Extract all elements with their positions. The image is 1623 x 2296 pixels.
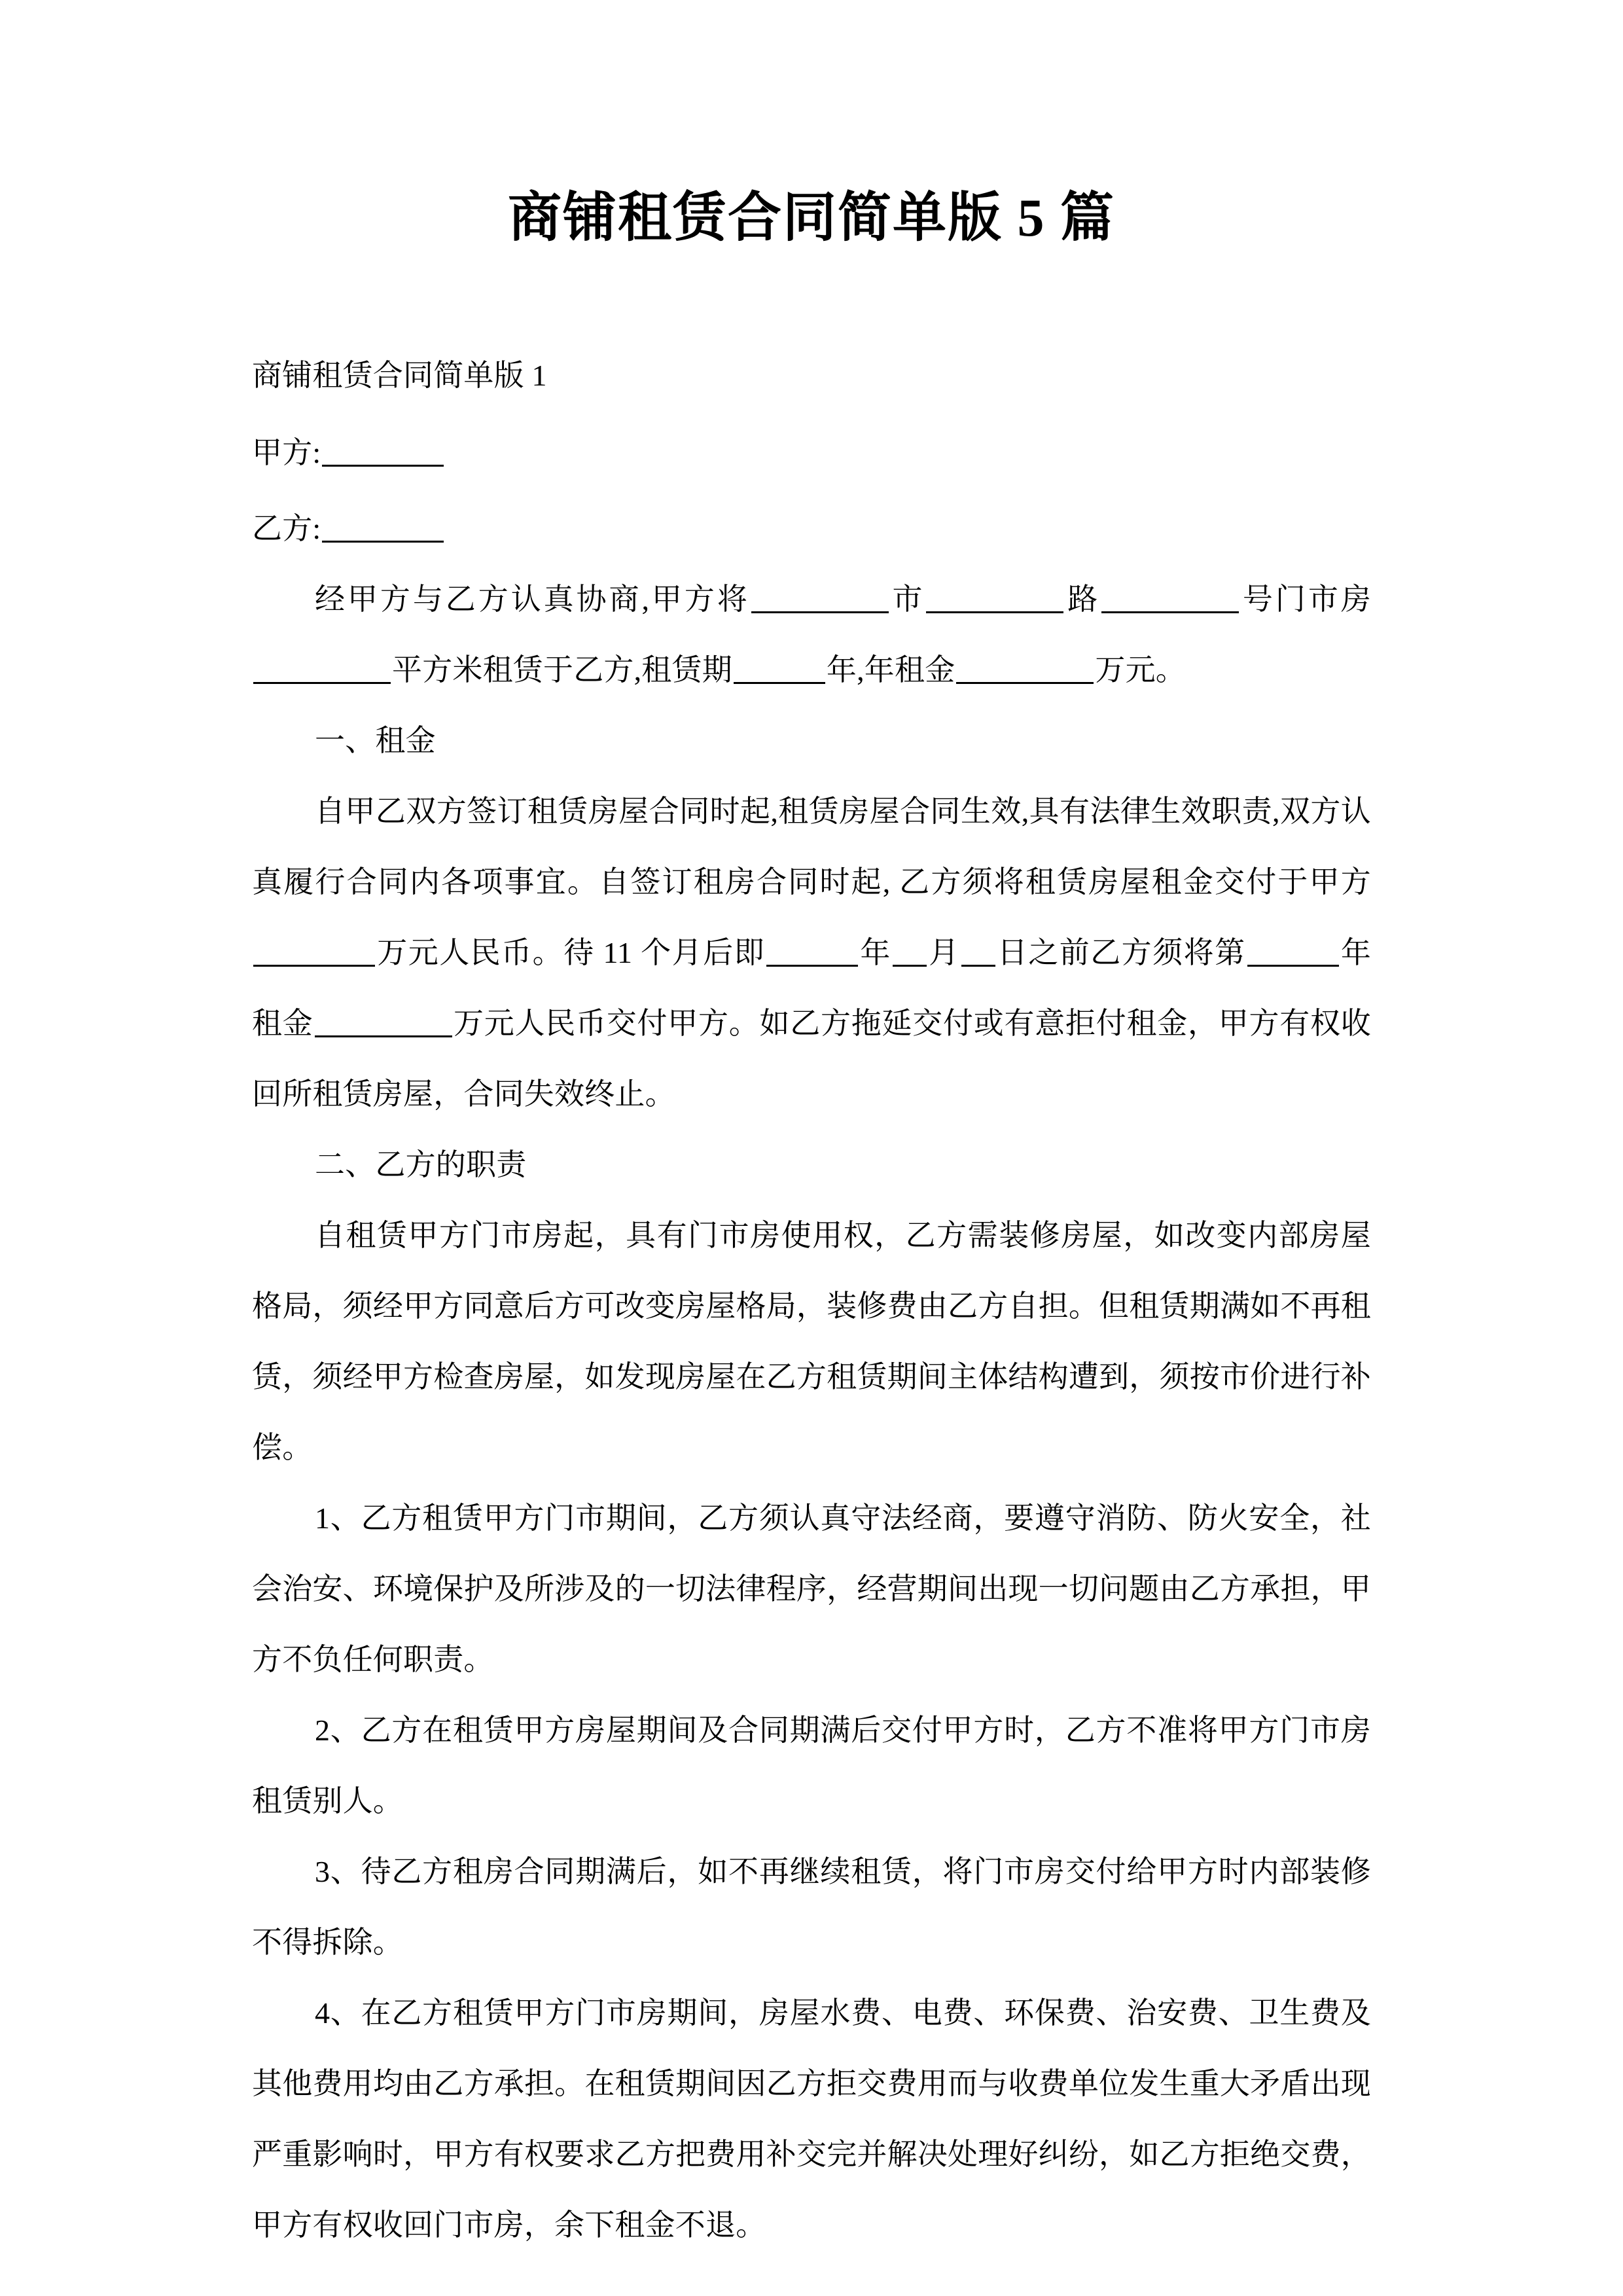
annual-rent-blank[interactable] (956, 653, 1094, 684)
section-one-heading: 一、租金 (315, 724, 436, 757)
party-b-label: 乙方: (252, 512, 321, 545)
intro-segment-4: 号门市房 (1240, 583, 1371, 616)
rent-segment-7: 万元人民币交付甲方。如乙方拖延交付或有意拒付租金，甲方有权收回所租赁房屋，合同失效终止。 (252, 1007, 1371, 1111)
section-two-heading: 二、乙方的职责 (315, 1148, 527, 1181)
number-blank[interactable] (1101, 583, 1239, 613)
party-a-line (252, 418, 1371, 488)
area-blank[interactable] (253, 653, 391, 684)
road-blank[interactable] (926, 583, 1063, 613)
intro-segment-6: 年,年租金 (826, 653, 955, 687)
section-two-item-4: 4、在乙方租赁甲方门市房期间，房屋水费、电费、环保费、治安费、卫生费及其他费用均由乙方承担。在租赁期间因乙方拒交费用而与收费单位发生重大矛盾出现严重影响时，甲方有权要求乙方把费用补交完并解决处理好纠纷，如乙方拒绝交费，甲方有权收回门市房，余下租金不退。 (252, 1996, 1371, 2242)
party-b-blank[interactable] (322, 512, 444, 543)
due-year-blank[interactable] (766, 936, 858, 967)
rent-segment-1: 自甲乙双方签订租赁房屋合同时起,租赁房屋合同生效,具有法律生效职责,双方认真履行合同内各项事宜。自签订租房合同时起, 乙方须将租赁房屋租金交付于甲方 (252, 795, 1371, 899)
intro-segment-1: 经甲方与乙方认真协商,甲方将 (315, 583, 750, 616)
rent-segment-6: 年租金 (252, 936, 1372, 1040)
rent-segment-2: 万元人民币。待 11 个月后即 (376, 936, 766, 969)
intro-segment-3: 路 (1065, 583, 1101, 616)
rent-segment-3: 年 (859, 936, 891, 969)
intro-segment-2: 市 (889, 583, 925, 616)
intro-paragraph (252, 564, 1371, 706)
page-title: 商铺租赁合同简单版 5 篇 (507, 188, 1115, 247)
due-day-blank[interactable] (961, 936, 995, 967)
section-subtitle: 商铺租赁合同简单版 1 (252, 359, 547, 392)
first-payment-blank[interactable] (253, 936, 375, 967)
section-two-item-3: 3、待乙方租房合同期满后，如不再继续租赁，将门市房交付给甲方时内部装修不得拆除。 (252, 1855, 1371, 1959)
section-one-paragraph (252, 776, 1371, 1130)
party-a-blank[interactable] (322, 436, 444, 467)
rent-year-ordinal-blank[interactable] (1247, 936, 1339, 967)
lease-term-blank[interactable] (734, 653, 825, 684)
section-two-paragraph: 自租赁甲方门市房起，具有门市房使用权，乙方需装修房屋，如改变内部房屋格局，须经甲方同意后方可改变房屋格局，装修费由乙方自担。但租赁期满如不再租赁，须经甲方检查房屋，如发现房屋在乙方租赁期间主体结构遭到，须按市价进行补偿。 (252, 1219, 1371, 1464)
rent-segment-4: 月 (927, 936, 960, 969)
intro-segment-7: 万元。 (1095, 653, 1186, 687)
section-two-item-2: 2、乙方在租赁甲方房屋期间及合同期满后交付甲方时，乙方不准将甲方门市房租赁别人。 (252, 1713, 1371, 1818)
document-body (252, 340, 1371, 2261)
rent-segment-5: 日之前乙方须将第 (996, 936, 1246, 969)
rent-amount-blank[interactable] (315, 1007, 452, 1037)
intro-segment-5: 平方米租赁于乙方,租赁期 (392, 653, 732, 687)
party-a-label: 甲方: (252, 436, 321, 469)
party-b-line (252, 493, 1371, 564)
due-month-blank[interactable] (893, 936, 927, 967)
section-two-item-1: 1、乙方租赁甲方门市期间，乙方须认真守法经商，要遵守消防、防火安全，社会治安、环境保护及所涉及的一切法律程序，经营期间出现一切问题由乙方承担，甲方不负任何职责。 (252, 1501, 1371, 1676)
city-blank[interactable] (751, 583, 889, 613)
